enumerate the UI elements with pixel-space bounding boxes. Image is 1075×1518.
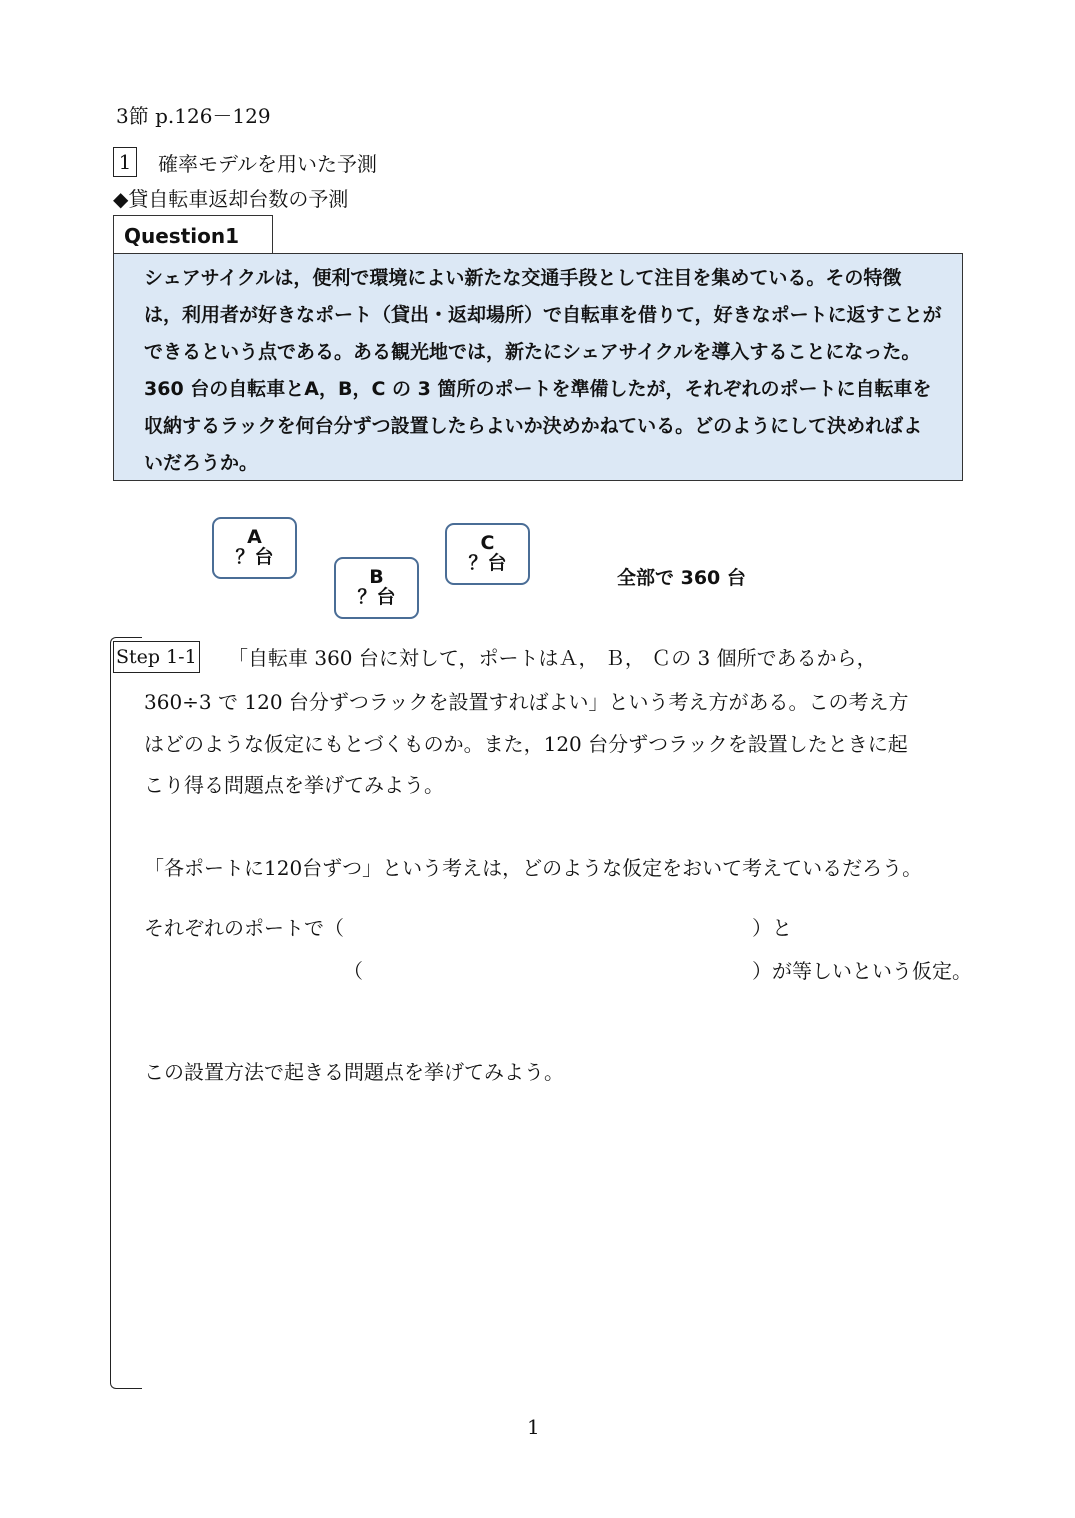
section-reference: 3節 p.126－129 xyxy=(116,104,271,128)
fill-blank-line-1-suffix: ）と xyxy=(752,916,792,940)
port-b-count: ？台 xyxy=(357,586,396,608)
problem-prompt: この設置方法で起きる問題点を挙げてみよう。 xyxy=(144,1060,564,1084)
step-label: Step 1-1 xyxy=(113,641,200,673)
question-line: 収納するラックを何台分ずつ設置したらよいか決めかねている。どのようにして決めればよ xyxy=(144,415,923,437)
fill-blank-line-1-prefix: それぞれのポートで（ xyxy=(144,916,344,940)
step-text-line: こり得る問題点を挙げてみよう。 xyxy=(144,773,444,797)
question-box xyxy=(113,253,963,481)
subtopic-heading: ◆貸自転車返却台数の予測 xyxy=(113,187,349,211)
topic-number: 1 xyxy=(113,147,137,177)
port-c-count: ？台 xyxy=(468,552,507,574)
page-number: 1 xyxy=(527,1415,540,1439)
port-c-name: C xyxy=(480,532,495,554)
step-text-line: はどのような仮定にもとづくものか。また，120 台分ずつラックを設置したときに起 xyxy=(144,732,908,756)
question-line: できるという点である。ある観光地では，新たにシェアサイクルを導入することになった。 xyxy=(144,341,921,363)
question-line: シェアサイクルは，便利で環境によい新たな交通手段として注目を集めている。その特徴 xyxy=(144,267,902,289)
fill-blank-line-2-suffix: ）が等しいという仮定。 xyxy=(752,959,972,983)
question-line: いだろうか。 xyxy=(144,452,259,474)
total-bikes-label: 全部で 360 台 xyxy=(617,567,746,589)
fill-blank-line-2-prefix: （ xyxy=(343,959,363,983)
port-b-box xyxy=(334,557,419,619)
assumption-prompt: 「各ポートに120台ずつ」という考えは，どのような仮定をおいて考えているだろう。 xyxy=(144,856,923,880)
port-b-name: B xyxy=(369,566,384,588)
topic-title: 確率モデルを用いた予測 xyxy=(158,152,377,176)
port-a-name: A xyxy=(247,526,262,548)
port-a-box xyxy=(212,517,297,579)
step-bracket xyxy=(110,637,142,1389)
step-text-line: 「自転車 360 台に対して，ポートはＡ， Ｂ， Ｃの 3 個所であるから， xyxy=(228,646,877,670)
question-label: Question1 xyxy=(113,215,273,253)
step-text-line: 360÷3 で 120 台分ずつラックを設置すればよい」という考え方がある。この考え方 xyxy=(144,690,909,714)
question-line: 360 台の自転車とA，B，C の 3 箇所のポートを準備したが，それぞれのポートに自転車を xyxy=(144,378,932,400)
question-line: は，利用者が好きなポート（貸出・返却場所）で自転車を借りて，好きなポートに返すことが xyxy=(144,304,942,326)
port-c-box xyxy=(445,523,530,585)
port-a-count: ？台 xyxy=(235,546,274,568)
